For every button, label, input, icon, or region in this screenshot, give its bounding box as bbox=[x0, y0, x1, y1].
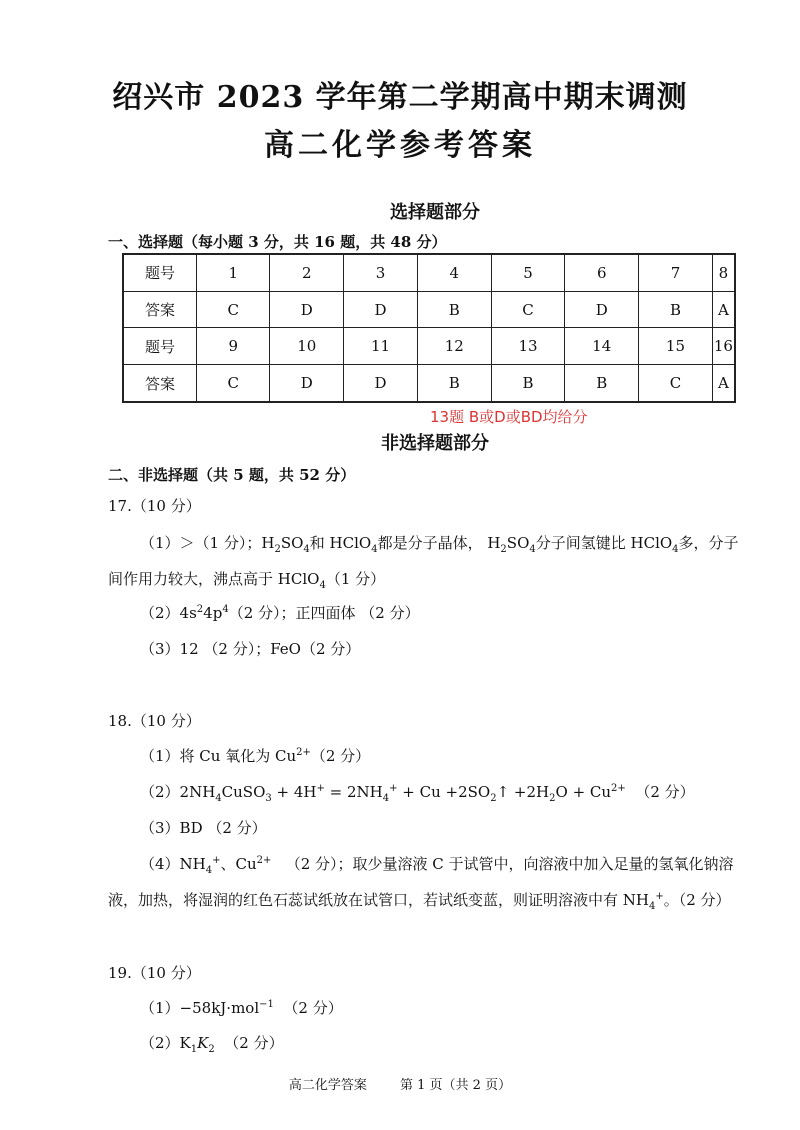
question-18-part-1: （1）将 Cu 氧化为 $Cu^{2+}(2$ 分） bbox=[140, 747, 371, 765]
table-cell: 7 bbox=[639, 254, 713, 291]
table-cell: D bbox=[270, 291, 344, 328]
table-cell: 题号 bbox=[123, 254, 197, 291]
question-17-part-1-line-1: （1）＞（1 分）；$H_2SO_4$和 HClO$_4$都是分子晶体， $H_2SO_4$分子间氢键比 HClO$_4$多，分子 bbox=[140, 534, 739, 555]
table-cell: D bbox=[270, 365, 344, 402]
question-18-part-4-line-1: $(4)NH_4^+$、$Cu^{2+}$ （2 分）；取少量溶液 C 于试管中，向溶液中加入足量的氢氧化钠溶 bbox=[140, 855, 734, 876]
table-cell: D bbox=[344, 291, 418, 328]
question-17-part-3: （3）12 （2 分）；FeO（2 分） bbox=[140, 640, 361, 658]
question-17-part-2: $(2)4s^24p^4(2$ 分）；正四面体 （2 分） bbox=[140, 604, 420, 622]
table-cell: 题号 bbox=[123, 328, 197, 365]
question-18-heading: 18.（10 分） bbox=[108, 712, 201, 730]
table-cell: 12 bbox=[417, 328, 491, 365]
table-cell: A bbox=[712, 291, 735, 328]
table-cell: 4 bbox=[417, 254, 491, 291]
table-row bbox=[123, 328, 735, 365]
table-cell: B bbox=[417, 365, 491, 402]
section-heading-multiple-choice: 一、选择题（每小题 3 分，共 16 题，共 48 分） bbox=[108, 233, 447, 251]
table-cell: 1 bbox=[197, 254, 270, 291]
table-cell: 8 bbox=[712, 254, 735, 291]
table-cell: D bbox=[344, 365, 418, 402]
table-cell: 16 bbox=[712, 328, 735, 365]
question-17-part-1-line-2: 间作用力较大，沸点高于 HClO$_4$（1 分） bbox=[108, 570, 386, 591]
table-cell: C bbox=[639, 365, 713, 402]
section-title-non-choice: 非选择题部分 bbox=[381, 433, 489, 454]
table-cell: D bbox=[565, 291, 639, 328]
footer-page-number: 第 1 页（共 2 页） bbox=[400, 1078, 512, 1093]
answer-table bbox=[122, 253, 736, 403]
table-row bbox=[123, 254, 735, 291]
question-18-part-3: （3）BD （2 分） bbox=[140, 819, 267, 837]
section-heading-non-choice: 二、非选择题（共 5 题，共 52 分） bbox=[108, 466, 356, 484]
table-cell: 答案 bbox=[123, 291, 197, 328]
question-18-part-4-line-2: 液，加热，将湿润的红色石蕊试纸放在试管口，若试纸变蓝，则证明溶液中有 $NH_4^+$。（2 分） bbox=[108, 891, 731, 912]
table-cell: 5 bbox=[491, 254, 565, 291]
table-cell: 答案 bbox=[123, 365, 197, 402]
grading-note: 13题 B或D或BD均给分 bbox=[430, 408, 588, 426]
page-footer bbox=[0, 1074, 800, 1093]
table-cell: 14 bbox=[565, 328, 639, 365]
table-cell: 2 bbox=[270, 254, 344, 291]
question-17-heading: 17.（10 分） bbox=[108, 497, 201, 515]
table-cell: C bbox=[197, 365, 270, 402]
table-row bbox=[123, 365, 735, 402]
table-cell: B bbox=[639, 291, 713, 328]
table-cell: 13 bbox=[491, 328, 565, 365]
table-cell: 9 bbox=[197, 328, 270, 365]
table-cell: C bbox=[197, 291, 270, 328]
table-cell: 10 bbox=[270, 328, 344, 365]
table-cell: 6 bbox=[565, 254, 639, 291]
table-cell: A bbox=[712, 365, 735, 402]
question-18-part-2: $(2)2NH_4CuSO_3 + 4H^+ = 2NH_4^+ + Cu$ $+2SO_2↑ +2H_2O + Cu^{2+}$ （2 分） bbox=[140, 783, 695, 804]
table-cell: B bbox=[565, 365, 639, 402]
table-cell: 11 bbox=[344, 328, 418, 365]
question-19-heading: 19.（10 分） bbox=[108, 964, 201, 982]
question-19-part-1: （1）−58kJ·mol$^{-1}$ （2 分） bbox=[140, 999, 343, 1017]
table-cell: C bbox=[491, 291, 565, 328]
table-cell: 3 bbox=[344, 254, 418, 291]
table-cell: B bbox=[491, 365, 565, 402]
table-cell: B bbox=[417, 291, 491, 328]
document-subtitle: 高二化学参考答案 bbox=[264, 128, 536, 163]
footer-doc-name: 高二化学答案 bbox=[288, 1078, 367, 1093]
table-row bbox=[123, 291, 735, 328]
table-cell: 15 bbox=[639, 328, 713, 365]
question-19-part-2: $(2)K_1K_2$ （2 分） bbox=[140, 1034, 284, 1055]
section-title-multiple-choice: 选择题部分 bbox=[390, 202, 480, 223]
document-title: 绍兴市 2023 学年第二学期高中期末调测 bbox=[112, 80, 688, 115]
